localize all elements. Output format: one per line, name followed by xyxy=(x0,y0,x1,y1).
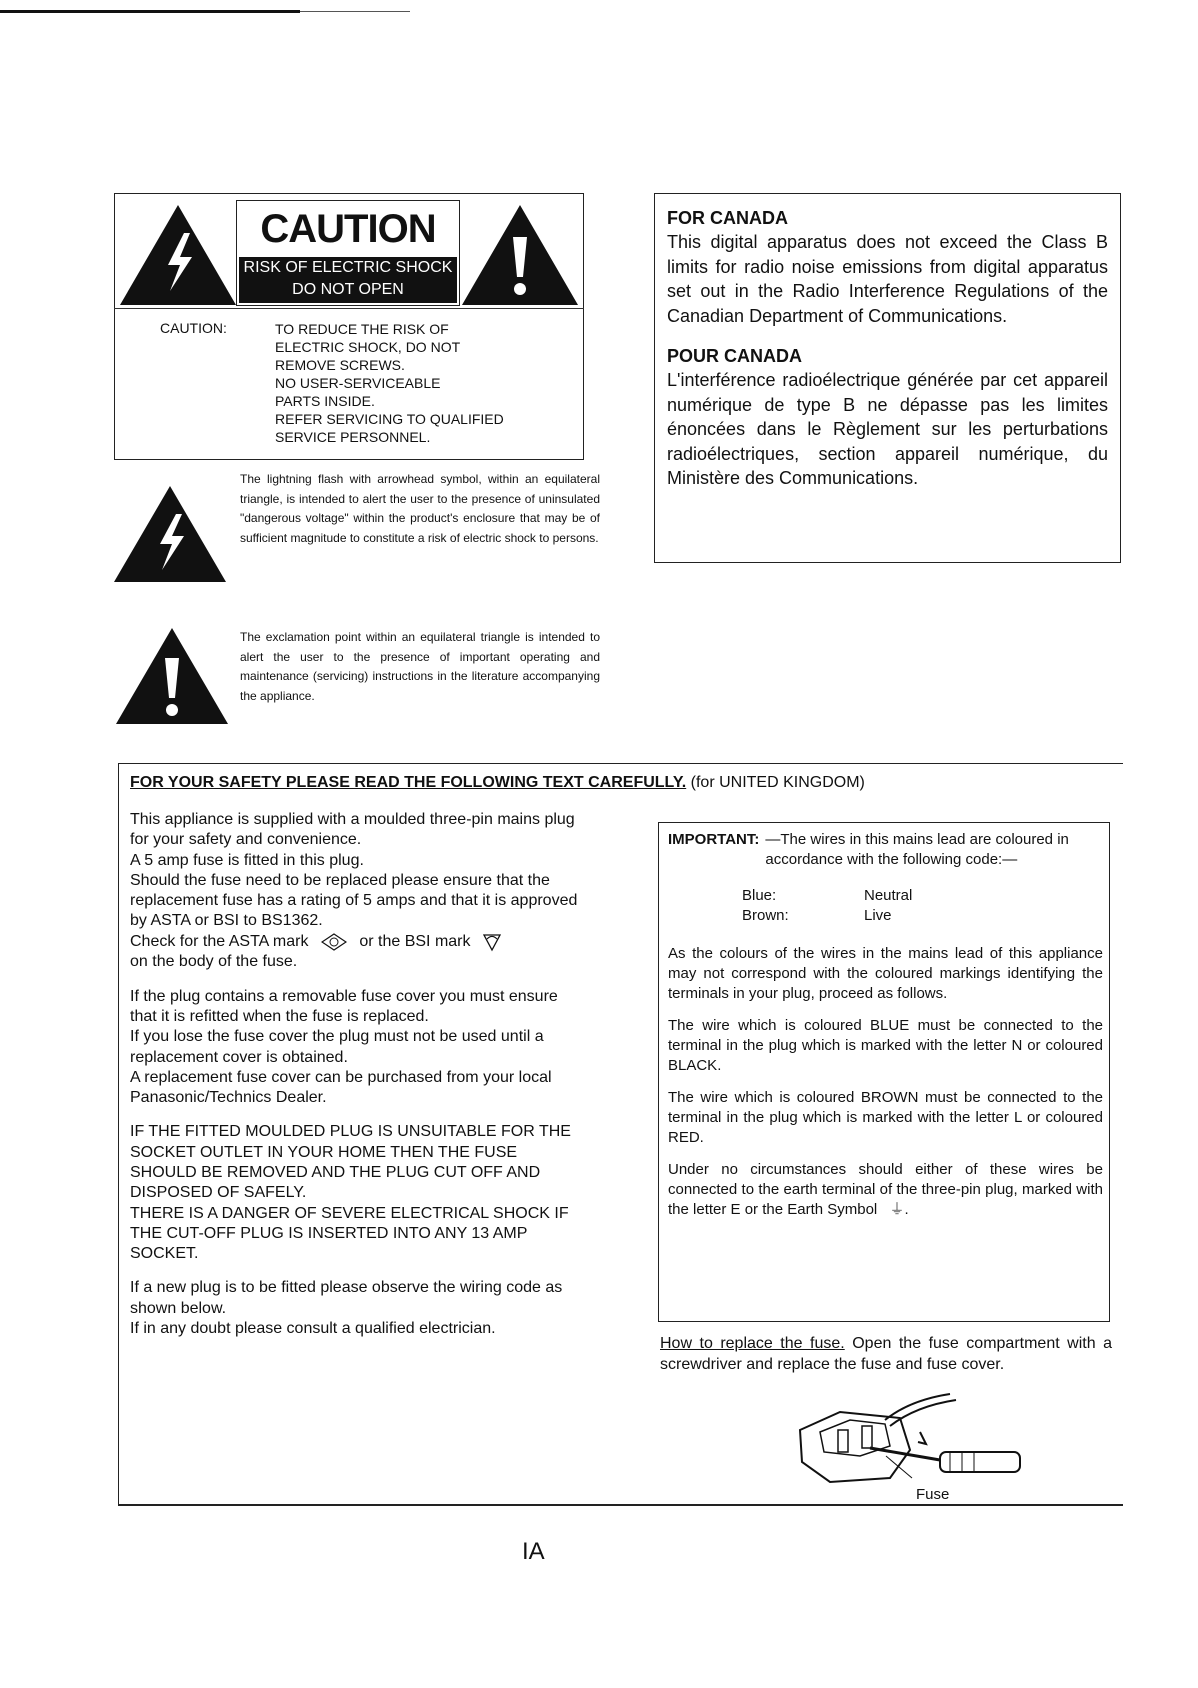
wire-color: Blue: xyxy=(742,887,777,904)
important-intro xyxy=(668,830,1103,870)
caution-line-1: RISK OF ELECTRIC SHOCK xyxy=(243,259,453,276)
uk-text: Should the fuse need to be replaced please ensure that the replacement fuse has a rating of 5 amps and that it is approved by ASTA or BSI to BS1362. xyxy=(130,871,578,930)
caution-warning-band xyxy=(239,257,457,303)
caution-notice-text xyxy=(275,320,504,446)
uk-heading-main: FOR YOUR SAFETY PLEASE READ THE FOLLOWING TEXT CAREFULLY. xyxy=(130,774,687,791)
important-paragraph xyxy=(668,1160,1103,1220)
uk-text: If in any doubt please consult a qualified electrician. xyxy=(130,1320,496,1338)
exclamation-symbol-icon xyxy=(114,626,230,726)
lightning-warning-icon xyxy=(118,203,238,307)
howto-text: Open the fuse compartment with a screwdriver and replace the fuse and fuse cover. xyxy=(660,1335,1113,1373)
important-label: IMPORTANT: xyxy=(668,831,760,848)
uk-text: A 5 amp fuse is fitted in this plug. xyxy=(130,851,364,869)
caution-label xyxy=(236,200,460,306)
uk-heading xyxy=(130,774,865,792)
uk-text: If the plug contains a removable fuse cover you must ensure that it is refitted when the fuse is replaced. xyxy=(130,987,558,1025)
uk-paragraph xyxy=(130,987,585,1109)
lightning-symbol-text: The lightning flash with arrowhead symbol, within an equilateral triangle, is intended to alert the user to the presence of uninsulated "dangerous voltage" within the product's enclosure that may be of sufficient magnitude to constitute a risk of electric shock to persons. xyxy=(240,472,600,545)
uk-text: This appliance is supplied with a moulded three-pin mains plug for your safety and convenience. xyxy=(130,811,575,849)
uk-text: THERE IS A DANGER OF SEVERE ELECTRICAL SHOCK IF THE CUT-OFF PLUG IS INSERTED INTO ANY 13 AMP SOCKET. xyxy=(130,1204,569,1263)
fuse-label: Fuse xyxy=(916,1486,950,1503)
canada-title-fr: POUR CANADA xyxy=(667,346,802,366)
bsi-kitemark-icon xyxy=(481,932,503,952)
important-paragraph: The wire which is coloured BLUE must be connected to the terminal in the plug which is marked with the letter N or coloured BLACK. xyxy=(668,1017,1103,1074)
uk-paragraph xyxy=(130,1122,585,1264)
wire-color: Brown: xyxy=(742,907,789,924)
caution-notice-label: CAUTION: xyxy=(160,320,227,336)
uk-instructions xyxy=(130,810,585,1353)
wire-meaning: Neutral xyxy=(864,887,913,904)
uk-heading-suffix: (for UNITED KINGDOM) xyxy=(690,774,865,791)
earth-symbol-icon: ⏚ xyxy=(889,1201,905,1218)
asta-mark-icon xyxy=(321,933,347,951)
caution-notice-line: TO REDUCE THE RISK OF xyxy=(275,321,449,337)
fuse-replacement-illustration xyxy=(790,1390,1050,1500)
wire-meaning: Live xyxy=(864,907,892,924)
caution-line-2: DO NOT OPEN xyxy=(292,281,404,298)
canada-title-en: FOR CANADA xyxy=(667,208,788,228)
top-rule xyxy=(0,10,300,13)
howto-title: How to replace the fuse. xyxy=(660,1335,845,1352)
uk-text: Check for the ASTA mark xyxy=(130,933,309,951)
wire-row-brown xyxy=(742,906,1103,926)
important-text: . xyxy=(904,1201,909,1218)
howto-replace-fuse xyxy=(660,1333,1112,1375)
important-text: Under no circumstances should either of these wires be connected to the earth terminal of the three-pin plug, marked with the letter E or the Earth Symbol xyxy=(668,1161,1103,1218)
caution-notice-line: ELECTRIC SHOCK, DO NOT xyxy=(275,339,461,355)
uk-paragraph xyxy=(130,810,585,973)
uk-text: A replacement fuse cover can be purchased from your local Panasonic/Technics Dealer. xyxy=(130,1068,552,1107)
caution-divider xyxy=(114,308,584,309)
important-content xyxy=(668,830,1103,1232)
important-intro-text: —The wires in this mains lead are coloured in accordance with the following code:— xyxy=(765,831,1069,868)
page-number: IA xyxy=(522,1538,545,1565)
caution-title: CAUTION xyxy=(260,207,436,251)
uk-text: If you lose the fuse cover the plug must not be used until a replacement cover is obtained. xyxy=(130,1028,544,1066)
lightning-symbol-icon xyxy=(112,484,228,584)
caution-notice-line: NO USER-SERVICEABLE xyxy=(275,375,441,391)
caution-notice-line: SERVICE PERSONNEL. xyxy=(275,429,431,445)
uk-paragraph xyxy=(130,1278,585,1339)
uk-text: IF THE FITTED MOULDED PLUG IS UNSUITABLE FOR THE SOCKET OUTLET IN YOUR HOME THEN THE FUSE SHOULD BE REMOVED AND THE PLUG CUT OFF AND DISPOSED OF SAFELY. xyxy=(130,1123,571,1202)
canada-text-en: This digital apparatus does not exceed the Class B limits for radio noise emissions from digital apparatus set out in the Radio Interference Regulations of the Canadian Department of Communications. xyxy=(667,232,1108,326)
important-paragraph: As the colours of the wires in the mains lead of this appliance may not correspond with the coloured markings identifying the terminals in your plug, proceed as follows. xyxy=(668,945,1103,1002)
exclamation-symbol-text: The exclamation point within an equilateral triangle is intended to alert the user to the presence of important operating and maintenance (servicing) instructions in the literature accompanying the appliance. xyxy=(240,630,600,703)
canada-text-fr: L'interférence radioélectrique générée par cet appareil numérique de type B ne dépasse pas les limites énoncées dans le Règlement sur les perturbations radioélectriques, section appareil numérique, du Ministère des Communications. xyxy=(667,370,1108,488)
caution-notice-line: REMOVE SCREWS. xyxy=(275,357,405,373)
uk-text: or the BSI mark xyxy=(359,933,471,951)
caution-notice-line: REFER SERVICING TO QUALIFIED xyxy=(275,411,504,427)
caution-notice-line: PARTS INSIDE. xyxy=(275,393,375,409)
wire-row-blue xyxy=(742,886,1103,906)
exclamation-warning-icon xyxy=(460,203,580,307)
canada-box xyxy=(654,193,1121,563)
uk-text: on the body of the fuse. xyxy=(130,953,298,971)
top-rule-thin xyxy=(300,11,410,12)
uk-text: If a new plug is to be fitted please observe the wiring code as shown below. xyxy=(130,1279,563,1317)
important-paragraph: The wire which is coloured BROWN must be connected to the terminal in the plug which is marked with the letter L or coloured RED. xyxy=(668,1089,1103,1146)
